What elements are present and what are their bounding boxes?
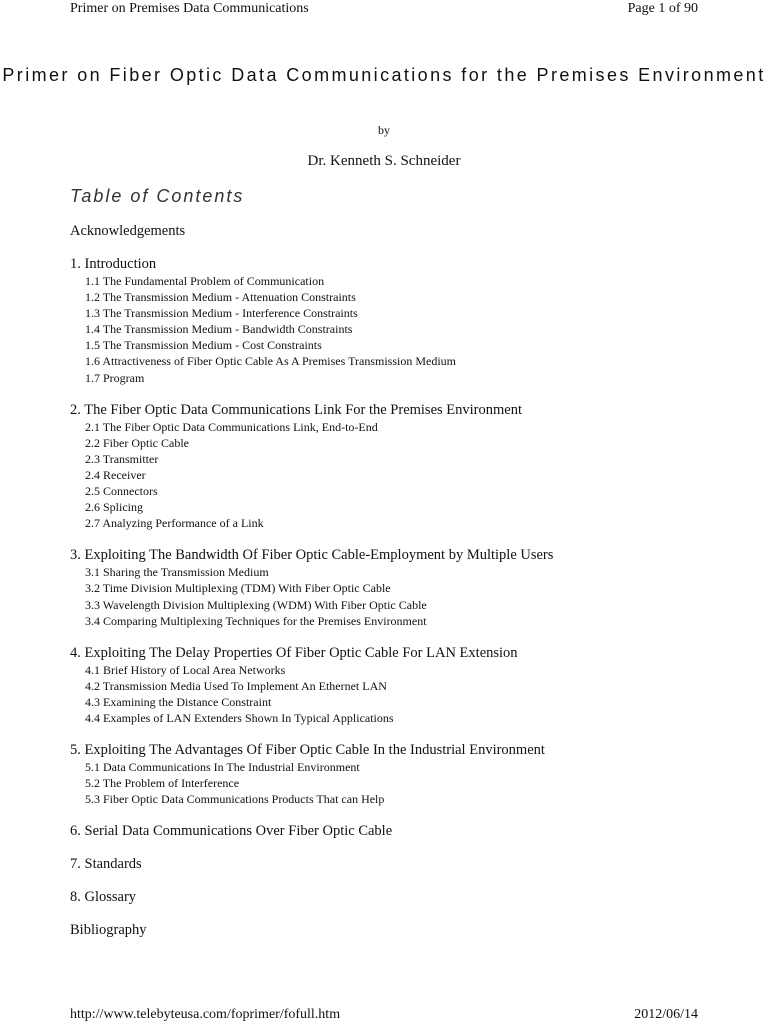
- toc-subsection[interactable]: 1.4 The Transmission Medium - Bandwidth Constraints: [85, 322, 353, 337]
- toc-subsection[interactable]: 1.1 The Fundamental Problem of Communication: [85, 274, 325, 288]
- toc-section-title[interactable]: 8. Glossary: [70, 889, 137, 906]
- toc-section-title[interactable]: 6. Serial Data Communications Over Fiber Optic Cable: [70, 823, 393, 840]
- footer-url[interactable]: http://www.telebyteusa.com/foprimer/fofull.htm: [70, 1007, 341, 1022]
- byline: by: [378, 123, 390, 137]
- toc-section: [70, 223, 690, 240]
- toc-heading: Table of Contents: [70, 186, 245, 206]
- toc-subsection[interactable]: 1.2 The Transmission Medium - Attenuation Constraints: [85, 290, 356, 305]
- toc-section: [70, 922, 690, 939]
- toc-subsection[interactable]: 2.5 Connectors: [85, 484, 158, 499]
- toc-section-title[interactable]: Acknowledgements: [70, 223, 186, 239]
- footer-date: 2012/06/14: [634, 1007, 698, 1022]
- toc-subsection[interactable]: 2.3 Transmitter: [85, 451, 159, 466]
- toc-section-title[interactable]: 1. Introduction: [70, 256, 157, 272]
- toc-subsection[interactable]: 1.6 Attractiveness of Fiber Optic Cable As A Premises Transmission Medium: [85, 354, 456, 369]
- toc-section-title[interactable]: 3. Exploiting The Bandwidth Of Fiber Optic Cable-Employment by Multiple Users: [70, 547, 554, 564]
- toc-subsection[interactable]: 2.7 Analyzing Performance of a Link: [85, 516, 264, 531]
- toc-subsection[interactable]: 3.2 Time Division Multiplexing (TDM) With Fiber Optic Cable: [85, 581, 391, 596]
- toc-subsection[interactable]: 3.1 Sharing the Transmission Medium: [85, 565, 269, 580]
- toc-subsection[interactable]: 4.3 Examining the Distance Constraint: [85, 694, 272, 709]
- toc-subsection[interactable]: 5.1 Data Communications In The Industrial Environment: [85, 760, 360, 775]
- toc-subsection[interactable]: 4.2 Transmission Media Used To Implement An Ethernet LAN: [85, 678, 387, 693]
- toc-subsection[interactable]: 2.2 Fiber Optic Cable: [85, 435, 189, 450]
- author-name: Dr. Kenneth S. Schneider: [307, 153, 461, 169]
- page-number: Page 1 of 90: [627, 1, 698, 16]
- toc-subsection[interactable]: 1.5 The Transmission Medium - Cost Constraints: [85, 338, 322, 353]
- toc-subsection[interactable]: 5.2 The Problem of Interference: [85, 776, 240, 791]
- toc-subsection[interactable]: 1.7 Program: [85, 370, 145, 385]
- toc-subsection[interactable]: 3.3 Wavelength Division Multiplexing (WDM) With Fiber Optic Cable: [85, 597, 427, 612]
- toc-section: [70, 889, 690, 906]
- toc-subsection[interactable]: 1.3 The Transmission Medium - Interference Constraints: [85, 306, 358, 321]
- toc-section: [70, 823, 690, 840]
- toc-section-title[interactable]: 2. The Fiber Optic Data Communications Link For the Premises Environment: [70, 401, 522, 418]
- toc-section-title[interactable]: 7. Standards: [70, 856, 142, 873]
- toc-section-title[interactable]: 5. Exploiting The Advantages Of Fiber Optic Cable In the Industrial Environment: [70, 742, 545, 759]
- toc-section-title[interactable]: Bibliography: [70, 922, 147, 939]
- toc-subsection[interactable]: 5.3 Fiber Optic Data Communications Products That can Help: [85, 792, 385, 807]
- toc-subsection[interactable]: 2.6 Splicing: [85, 500, 144, 515]
- header-title: Primer on Premises Data Communications: [70, 1, 309, 16]
- toc-section: [70, 742, 690, 807]
- document-title: Primer on Fiber Optic Data Communications for the Premises Environment: [2, 65, 766, 85]
- toc-subsection[interactable]: 2.1 The Fiber Optic Data Communications Link, End-to-End: [85, 419, 378, 434]
- toc-subsection[interactable]: 4.1 Brief History of Local Area Networks: [85, 662, 286, 677]
- toc-section-title[interactable]: 4. Exploiting The Delay Properties Of Fiber Optic Cable For LAN Extension: [70, 644, 518, 661]
- toc-section: [70, 856, 690, 873]
- toc-section: [70, 402, 690, 532]
- toc-subsection[interactable]: 3.4 Comparing Multiplexing Techniques for the Premises Environment: [85, 613, 427, 628]
- toc-subsection[interactable]: 2.4 Receiver: [85, 467, 146, 482]
- table-of-contents: [70, 223, 690, 939]
- toc-section: [70, 645, 690, 726]
- toc-section: [70, 547, 690, 628]
- toc-section: [70, 256, 690, 386]
- toc-subsection[interactable]: 4.4 Examples of LAN Extenders Shown In Typical Applications: [85, 710, 394, 725]
